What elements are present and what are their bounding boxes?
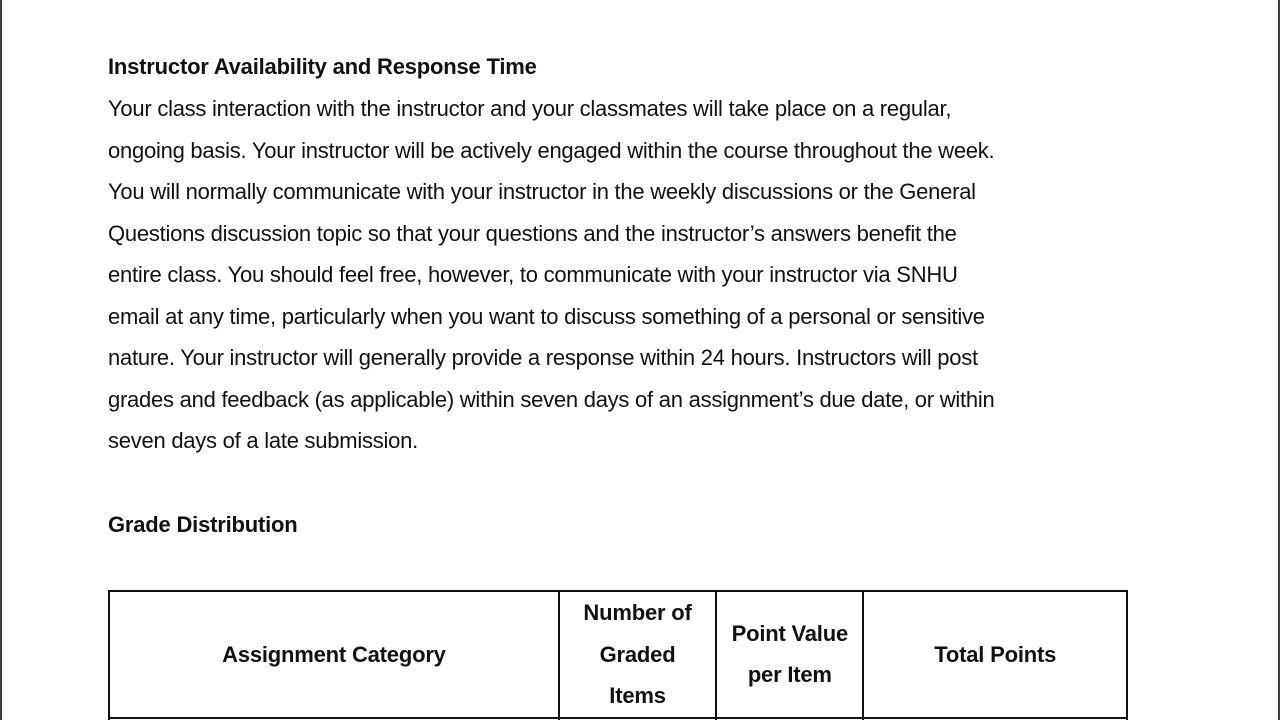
- paragraph-line: nature. Your instructor will generally provide a response within 24 hours. Instructors will post: [108, 345, 978, 370]
- header-label: Total Points: [934, 641, 1057, 667]
- header-assignment-category: [109, 591, 559, 718]
- availability-paragraph: [108, 88, 1138, 462]
- section-heading-grade-distribution: Grade Distribution: [108, 512, 298, 537]
- paragraph-line: seven days of a late submission.: [108, 428, 418, 453]
- paragraph-line: email at any time, particularly when you want to discuss something of a personal or sensitive: [108, 303, 985, 329]
- paragraph-line: entire class. You should feel free, however, to communicate with your instructor via SNHU: [108, 262, 958, 287]
- document-page: [108, 0, 1138, 720]
- table-header-row: [109, 591, 1127, 718]
- header-total-points: [863, 591, 1127, 718]
- header-label-line: per Item: [747, 662, 832, 688]
- paragraph-line: ongoing basis. Your instructor will be actively engaged within the course throughout the week.: [108, 137, 995, 163]
- header-point-value-per-item: [716, 591, 863, 718]
- paragraph-line: Questions discussion topic so that your questions and the instructor’s answers benefit the: [108, 220, 957, 246]
- header-label-line: Graded: [599, 641, 676, 667]
- header-number-of-graded-items: [559, 591, 716, 718]
- section-heading-availability: Instructor Availability and Response Time: [108, 54, 537, 79]
- paragraph-line: Your class interaction with the instructor and your classmates will take place on a regular,: [108, 96, 952, 121]
- header-label: Assignment Category: [222, 641, 446, 667]
- page-edge-left: [0, 0, 2, 720]
- grade-distribution-table: [108, 590, 1128, 720]
- header-label-line: Items: [609, 683, 666, 708]
- header-label-line: Number of: [583, 600, 692, 625]
- header-label-line: Point Value: [731, 620, 848, 646]
- paragraph-line: You will normally communicate with your instructor in the weekly discussions or the General: [108, 179, 976, 204]
- paragraph-line: grades and feedback (as applicable) within seven days of an assignment’s due date, or within: [108, 386, 995, 412]
